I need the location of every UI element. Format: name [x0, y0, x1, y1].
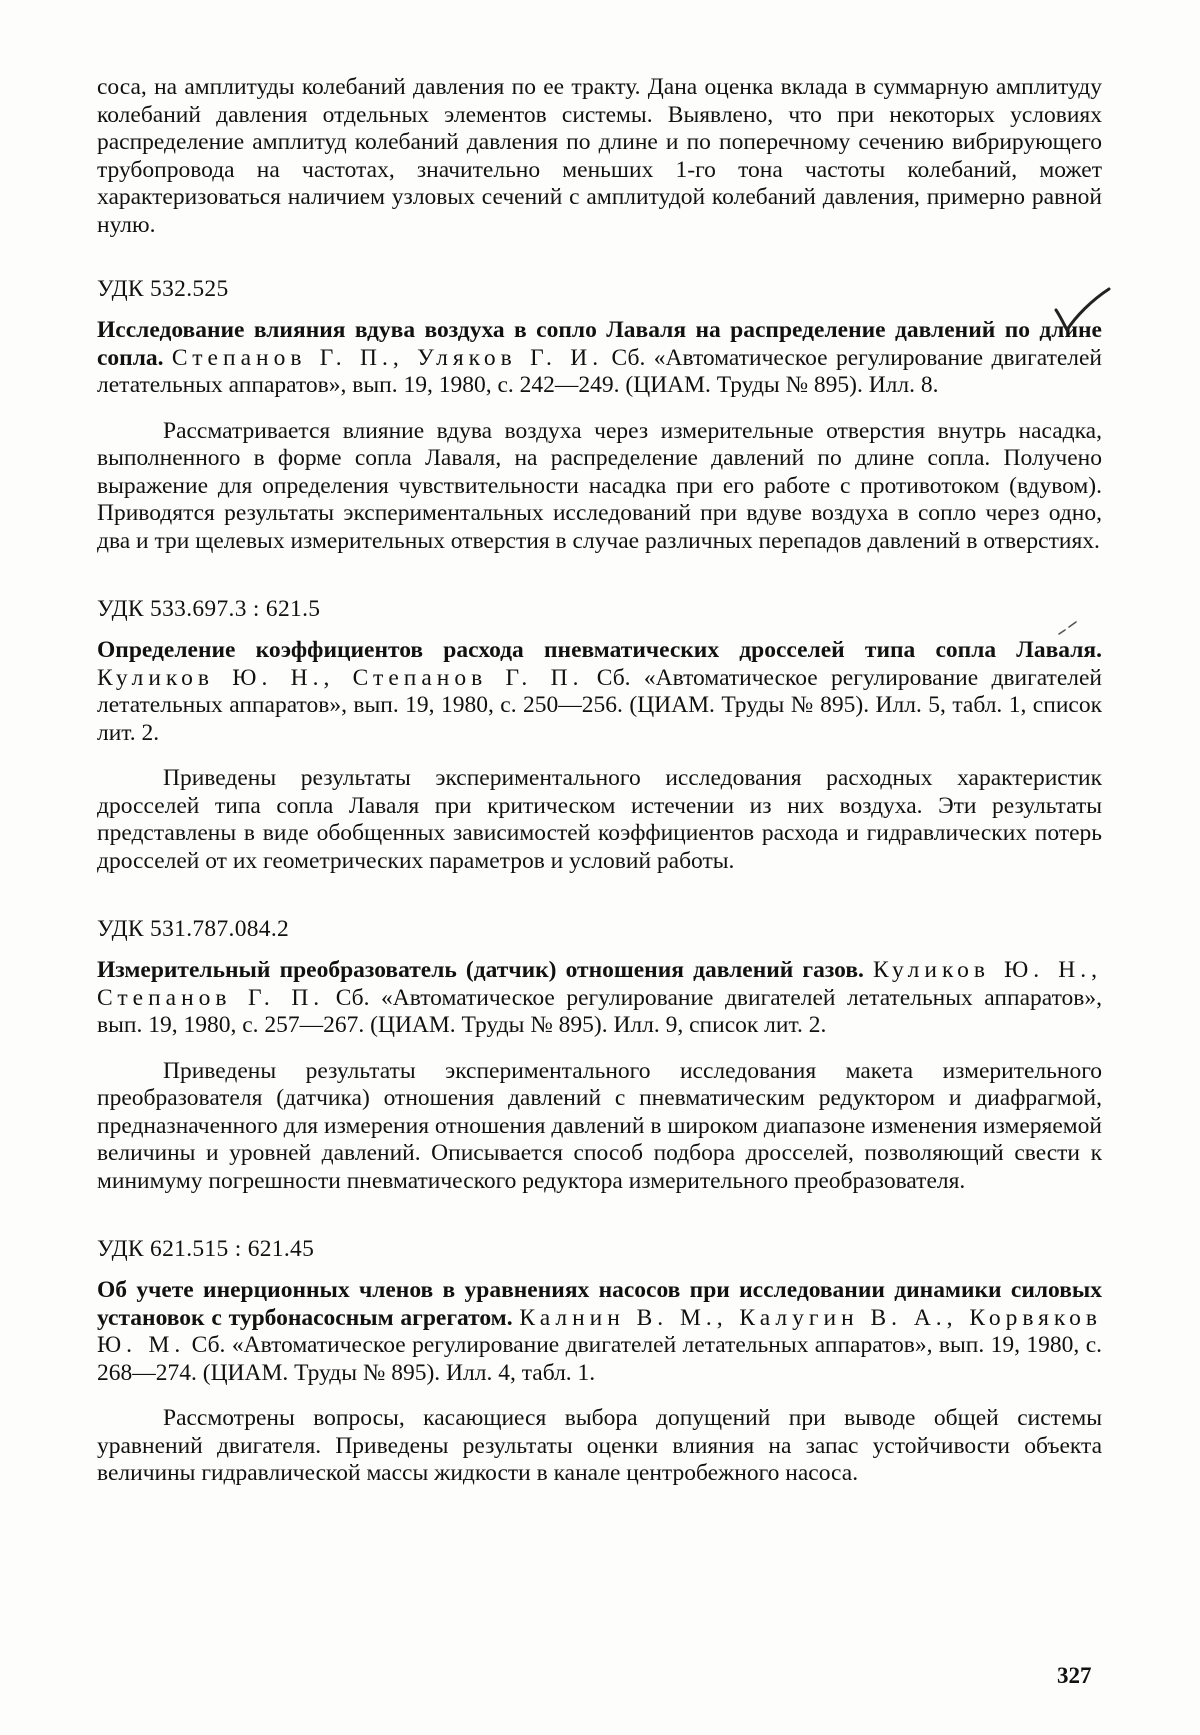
- entry-source: Сб. «Автоматическое регулирование двигателей летательных аппаратов», вып. 19, 1980, с. 250—256. (ЦИАМ. Труды № 895). Илл. 5, табл. 1, список лит. 2.: [97, 664, 1102, 746]
- entry-citation: [97, 637, 1102, 747]
- entry-authors: Куликов Ю. Н., Степанов Г. П.: [97, 664, 584, 691]
- continuation-paragraph: соса, на амплитуды колебаний давления по ее тракту. Дана оценка вклада в суммарную амплитуду колебаний давления отдельных элементов системы. Выявлено, что при некоторых условиях распределение амплитуд колебаний давления по длине и по поперечному сечению вибрирующего трубопровода на частотах, значительно меньших 1-го тона частоты колебаний, может характеризоваться наличием узловых сечений с амплитудой колебаний давления, примерно равной нулю.: [97, 74, 1102, 238]
- entry-authors: Степанов Г. П., Уляков Г. И.: [171, 344, 604, 371]
- abstract-entry: [97, 1235, 1102, 1488]
- entry-title: Измерительный преобразователь (датчик) отношения давлений газов.: [97, 957, 864, 983]
- abstract-entry: [97, 595, 1102, 875]
- entry-abstract: Рассмотрены вопросы, касающиеся выбора допущений при выводе общей системы уравнений двигателя. Приведены результаты оценки влияния на запас устойчивости объекта величины гидравлической массы жидкости в канале центробежного насоса.: [97, 1405, 1102, 1486]
- entry-citation: [97, 1277, 1102, 1387]
- entry-citation: [97, 317, 1102, 400]
- entry-citation: [97, 957, 1102, 1040]
- page-number: 327: [1057, 1663, 1092, 1688]
- entry-abstract: Рассматривается влияние вдува воздуха через измерительные отверстия внутрь насадка, выполненного в форме сопла Лаваля, на распределение давлений по длине сопла. Получено выражение для определения чувствительности насадка при его работе с противотоком (вдувом). Приводятся результаты экспериментальных исследований при вдуве воздуха в сопло через одно, два и три щелевых измерительных отверстия в случае различных перепадов давлений в отверстиях.: [97, 417, 1102, 554]
- entry-abstract: Приведены результаты экспериментального исследования расходных характеристик дросселей типа сопла Лаваля при критическом истечении из них воздуха. Эти результаты представлены в виде обобщенных зависимостей коэффициентов расхода и гидравлических потерь дросселей от их геометрических параметров и условий работы.: [97, 765, 1102, 874]
- udk-code: УДК 533.697.3 : 621.5: [97, 596, 321, 622]
- checkmark-icon: [1052, 286, 1112, 334]
- udk-code: УДК 532.525: [97, 276, 229, 302]
- pencil-mark-icon: [1057, 620, 1079, 638]
- entry-abstract: Приведены результаты экспериментального исследования макета измерительного преобразователя (датчика) отношения давлений с пневматическим редуктором и диафрагмой, предназначенного для измерения отношения давлений в широком диапазоне изменения измеряемой величины и уровней давлений. Описывается способ подбора дросселей, позволяющий свести к минимуму погрешности пневматического редуктора измерительного преобразователя.: [97, 1057, 1102, 1194]
- entry-authors: Куликов Ю. Н., Степанов Г. П.: [97, 957, 1103, 1011]
- entry-source: Сб. «Автоматическое регулирование двигателей летательных аппаратов», вып. 19, 1980, с. 268—274. (ЦИАМ. Труды № 895). Илл. 4, табл. 1.: [97, 1332, 1103, 1386]
- text-column: [97, 74, 1102, 1488]
- entry-title: Об учете инерционных членов в уравнениях насосов при исследовании динамики силовых установок с турбонасосным агрегатом.: [97, 1277, 1102, 1331]
- entry-source: Сб. «Автоматическое регулирование двигателей летательных аппаратов», вып. 19, 1980, с. 257—267. (ЦИАМ. Труды № 895). Илл. 9, список лит. 2.: [97, 984, 1103, 1038]
- udk-code: УДК 621.515 : 621.45: [97, 1236, 315, 1262]
- udk-code: УДК 531.787.084.2: [97, 916, 290, 942]
- entry-title: Исследование влияния вдува воздуха в сопло Лаваля на распределение давлений по длине сопла.: [97, 317, 1102, 371]
- entry-authors: Калнин В. М., Калугин В. А., Корвяков Ю. М.: [97, 1304, 1102, 1358]
- entry-title: Определение коэффициентов расхода пневматических дросселей типа сопла Лаваля.: [97, 637, 1102, 663]
- abstract-entry: [97, 275, 1102, 555]
- abstract-entry: [97, 915, 1102, 1195]
- entry-source: Сб. «Автоматическое регулирование двигателей летательных аппаратов», вып. 19, 1980, с. 242—249. (ЦИАМ. Труды № 895). Илл. 8.: [97, 344, 1102, 398]
